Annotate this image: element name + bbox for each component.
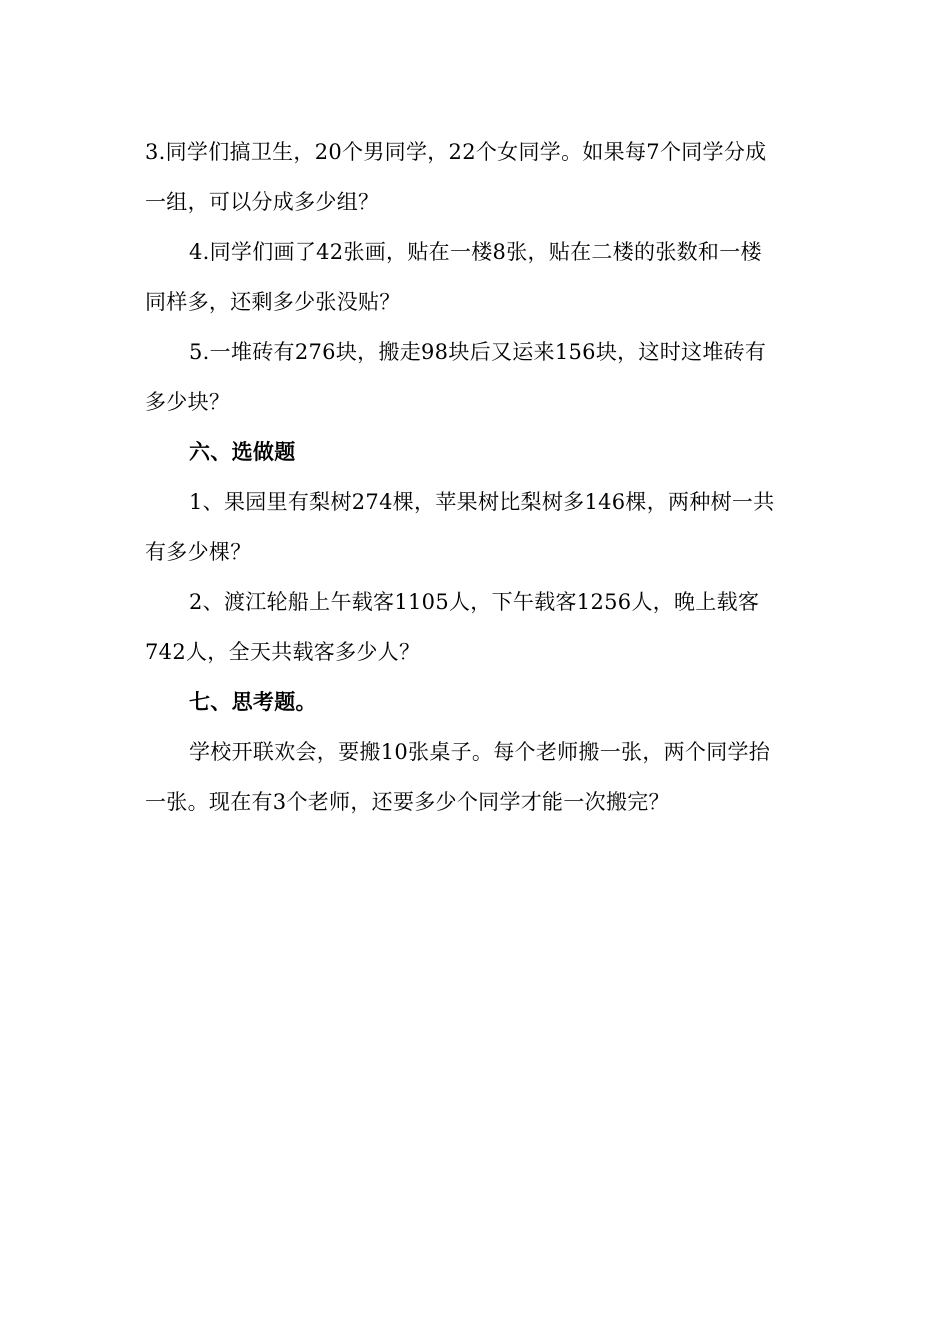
section-7-heading: 七、思考题。 [189,689,317,714]
s6-q1-line-2: 有多少棵？ [145,540,252,564]
s6-q2-line-1: 2、渡江轮船上午载客1105人，下午载客1256人，晚上载客 [189,590,760,614]
q4-line-1: 4.同学们画了42张画，贴在一楼8张，贴在二楼的张数和一楼 [189,240,762,264]
s6-q1-line-1: 1、果园里有梨树274棵，苹果树比梨树多146棵，两种树一共 [189,490,775,514]
s7-q-line-2: 一张。现在有3个老师，还要多少个同学才能一次搬完？ [145,790,670,814]
q4-line-2: 同样多，还剩多少张没贴？ [145,290,401,314]
q3-line-1: 3.同学们搞卫生，20个男同学，22个女同学。如果每7个同学分成 [145,140,767,164]
s6-q2-line-2: 742人，全天共载客多少人？ [145,640,421,664]
q3-line-2: 一组，可以分成多少组？ [145,190,380,214]
q5-line-1: 5.一堆砖有276块，搬走98块后又运来156块，这时这堆砖有 [189,340,767,364]
s7-q-line-1: 学校开联欢会，要搬10张桌子。每个老师搬一张，两个同学抬 [189,740,771,764]
q5-line-2: 多少块？ [145,390,231,414]
section-6-heading: 六、选做题 [189,439,296,464]
